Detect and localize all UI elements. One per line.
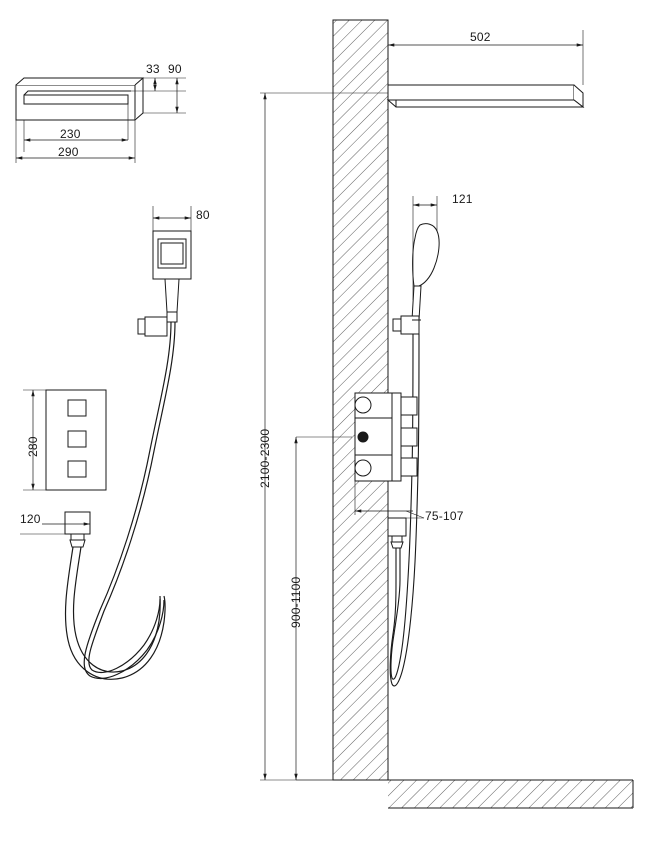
dim-label-120: 120 [20,512,41,526]
dim-label-290: 290 [58,145,79,159]
dim-label-33: 33 [146,62,160,76]
wall-outlet-elbow [388,518,406,548]
thermostatic-valve-body [355,393,417,481]
dim-label-75-107: 75-107 [425,509,464,523]
dim-label-2100-2300: 2100-2300 [258,428,272,488]
dim-label-900-1100: 900-1100 [289,576,303,628]
view-shower-head-side [16,78,143,120]
dim-label-80: 80 [196,208,210,222]
dim-label-90: 90 [168,62,182,76]
dim-label-121: 121 [452,192,473,206]
view-valve-plate [46,390,165,679]
dim-label-280: 280 [26,436,40,457]
dim-label-230: 230 [60,127,81,141]
overhead-shower-assembly [388,85,583,107]
dim-label-502: 502 [470,30,491,44]
